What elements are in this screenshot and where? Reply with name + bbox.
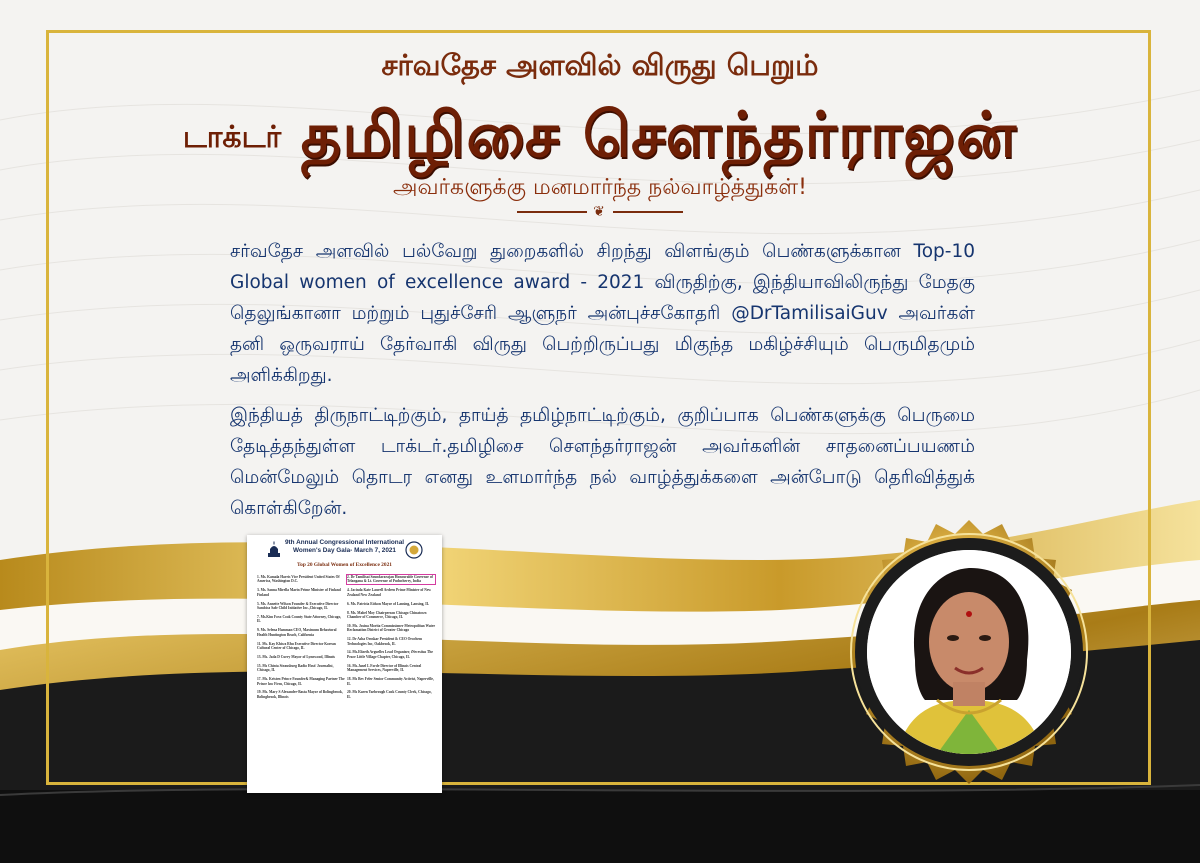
woman-portrait-icon <box>867 550 1071 754</box>
list-item: 5. Ms. Annette Wilson Founder & Executive Director Sambica Safe Child Initiative Inc.,Chicago, IL <box>257 601 339 611</box>
list-item: 1. Ms. Kamala Harris Vice President United States Of America, Washington D.C. <box>257 575 340 584</box>
list-item: 8. Ms. Mabel Moy Chairperson Chicago Chinatown Chamber of Commerce, Chicago, IL <box>347 610 427 619</box>
list-item: 9. Ms. Selena Hamman CEO, Maximum Behavioral Health Huntington Beach, California <box>257 628 337 637</box>
list-item: 6. Ms. Patricia Eidson Mayor of Lansing, Lansing, IL <box>347 601 430 606</box>
list-item-highlighted: 2. Dr Tamilisai Soundararajan Honourable Governor of Telangana & Lt. Governor of Puducherry, India <box>347 575 435 584</box>
list-item: 10. Ms. Josina Morita Commissioner Metropolitan Water Reclamation District of Greater Chicago <box>347 623 435 633</box>
list-item: 4. Jacinda Kate Laurell Ardern Prime Minister of New Zealand New Zealand <box>347 588 432 597</box>
list-item: 13. Ms. Jada D Curry Mayor of Lynnwood, Illinois <box>257 654 335 659</box>
award-list-document <box>247 535 442 793</box>
subtitle: சர்வதேச அளவில் விருது பெறும் <box>381 48 819 82</box>
paragraph-award: சர்வதேச அளவில் பல்வேறு துறைகளில் சிறந்து விளங்கும் பெண்களுக்கான Top-10 Global women of excellence award - 2021 விருதிற்கு, இந்தியாவிலிருந்து மேதகு தெலுங்கானா மற்றும் புதுச்சேரி ஆளுநர் அன்புச்சகோதரி @DrTamilisaiGuv அவர்கள் தனி ஒருவராய் தேர்வாகி விருது பெற்றிருப்பது மிகுந்த மகிழ்ச்சியும் பெருமிதமும் அளிக்கிறது. <box>230 241 975 386</box>
portrait-photo <box>867 550 1071 754</box>
list-item: 18. Ms Bev Feler Senior Community Activist, Naperville, IL <box>347 677 434 686</box>
divider-ornament-icon: ❦ <box>0 204 1200 220</box>
wishes-line: அவர்களுக்கு மனமார்ந்த நல்வாழ்த்துகள்! <box>393 175 807 200</box>
list-item: 15. Ms Chinta Strausburg Radio Host/ Journalist, Chicago, IL <box>257 663 334 673</box>
list-item: 16. Ms.Janel L Forde Director of Illinois Central Management Services, Naperville, IL <box>347 663 422 673</box>
title-name: தமிழிசை சௌந்தர்ராஜன் <box>300 98 1018 171</box>
list-item: 12. Dr Asha Oroskar President & CEO Orochem Technologies Inc, Oakbrook, IL <box>347 637 422 646</box>
list-item: 19. Ms. Mary S Alexander-Basta Mayor of Bolingbrook, Bolingbrook, Illinois <box>257 690 343 699</box>
document-left-column <box>257 575 345 704</box>
paragraph-wishes: இந்தியத் திருநாட்டிற்கும், தாய்த் தமிழ்நாட்டிற்கும், குறிப்பாக பெண்களுக்கு பெருமை தேடித்தந்துள்ள டாக்டர்.தமிழிசை சௌந்தர்ராஜன் அவர்களின் சாதனைப்பயணம் மென்மேலும் தொடர எனது உளமார்ந்த நல் வாழ்த்துக்களை அன்போடு தெரிவித்துக் கொள்கிறேன். <box>230 405 975 519</box>
list-item: 3. Ms. Sanna Mirella Marin Prime Minister of Finland Finland <box>257 588 341 597</box>
list-item: 11. Ms. Kay Khiwa Rhu Executive Director Korean Cultural Center of Chicago, IL <box>257 641 336 650</box>
list-item: 20. Ms Karen Yarbrough Cook County Clerk, Chicago, IL <box>347 690 432 699</box>
list-item: 14. Ms.Elizeth Arguelles Lead Organizer, iNecesitas The Peace Little Village Chapter, Chicago, IL <box>347 650 433 659</box>
document-heading: 9th Annual Congressional International Women's Day Gala- March 7, 2021 <box>284 539 405 554</box>
portrait-seal <box>837 520 1137 820</box>
document-subheading: Top 20 Global Women of Excellence 2021 <box>297 562 392 568</box>
title-row <box>0 98 1200 180</box>
list-item: 17. Ms. Kristen Prince Founder& Managing Partner The Prince law Firm, Chicago, IL <box>257 677 345 686</box>
document-right-column <box>347 575 435 704</box>
title-prefix: டாக்டர் <box>182 119 282 155</box>
list-item: 7. Ms.Kim Foxx Cook County State Attorney, Chicago, IL <box>257 614 342 624</box>
